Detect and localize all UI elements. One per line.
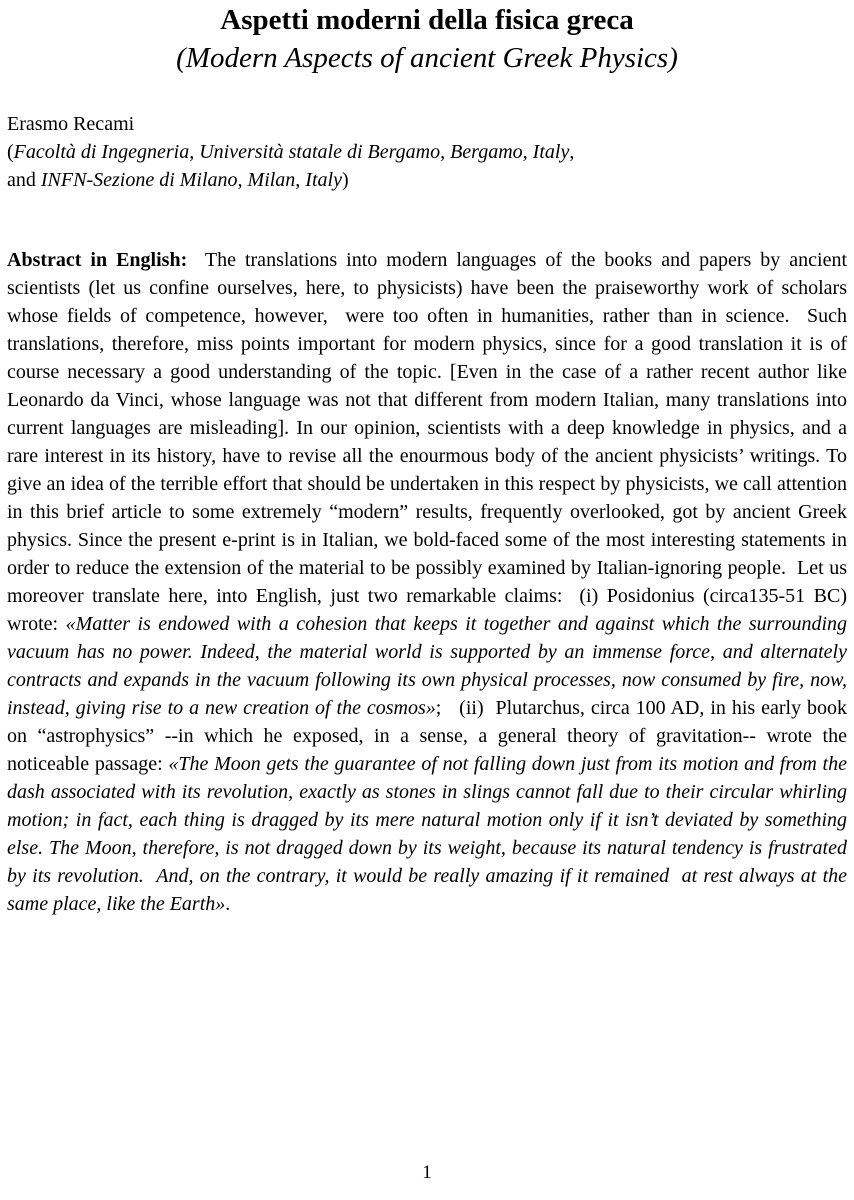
- text-segment: «Matter is endowed with a cohesion that keeps it together and against which the surrounding vacuum has no power. Indeed, the material world is supported by an immense force, and alternately contracts and expands in the vacuum following its own physical processes, now consumed by fire, now, instead, giving rise to a new creation of the cosmos»: [7, 613, 847, 719]
- paper-subtitle: (Modern Aspects of ancient Greek Physics): [176, 42, 678, 74]
- text-segment: ): [341, 169, 349, 191]
- text-segment: ,: [569, 141, 575, 163]
- text-segment: The translations into modern languages of the books and papers by ancient scientists (let us confine ourselves, here, to physicists) have been the praiseworthy work of scholars whose fields of competence, however, were too often in humanities, rather than in science. Such translations, therefore, miss points important for modern physics, since for a good translation it is of course necessary a good understanding of the topic. [Even in the case of a rather recent author like Leonardo da Vinci, whose language was not that different from modern Italian, many translations into current languages are misleading]. In our opinion, scientists with a deep knowledge in physics, and a rare interest in its history, have to revise all the enourmous body of the ancient physicists’ writings. To give an idea of the terrible effort that should be undertaken in this respect by physicists, we call attention in this brief article to some extremely “modern” results, frequently overlooked, got by ancient Greek physics. Since the present e-print is in Italian, we bold-faced some of the most interesting statements in order to reduce the extension of the material to be possibly examined by Italian-ignoring people. Let us moreover translate here, into English, just two remarkable claims: (i) Posidonius (circa135-51 BC) wrote:: [7, 249, 848, 635]
- text-segment: Abstract in English:: [7, 249, 188, 271]
- text-segment: INFN-Sezione di Milano, Milan, Italy: [40, 169, 342, 191]
- text-segment: ; (ii) Plutarchus, circa 100 AD, in his early book on “astrophysics” --in which he exposed, in a sense, a general theory of gravitation-- wrote the noticeable passage:: [7, 697, 848, 775]
- abstract-paragraph: [7, 246, 847, 918]
- text-segment: Facoltà di Ingegneria, Università statale di Bergamo, Bergamo, Italy: [13, 141, 570, 163]
- author-affiliation-line2: [7, 166, 847, 194]
- author-block: [7, 110, 847, 194]
- author-name: Erasmo Recami: [7, 113, 135, 135]
- text-segment: (: [7, 141, 14, 163]
- text-segment: .: [225, 893, 231, 915]
- page-number: 1: [422, 1162, 432, 1183]
- text-segment: and: [7, 169, 41, 191]
- text-segment: «The Moon gets the guarantee of not falling down just from its motion and from the dash associated with its revolution, exactly as stones in slings cannot fall due to their circular whirling motion; in fact, each thing is dragged by its mere natural motion only if it isn’t deviated by something else. The Moon, therefore, is not dragged down by its weight, because its natural tendency is frustrated by its revolution. And, on the contrary, it would be really amazing if it remained at rest always at the same place, like the Earth»: [7, 753, 847, 915]
- paper-title: Aspetti moderni della fisica greca: [220, 4, 634, 36]
- author-affiliation-line1: [7, 138, 847, 166]
